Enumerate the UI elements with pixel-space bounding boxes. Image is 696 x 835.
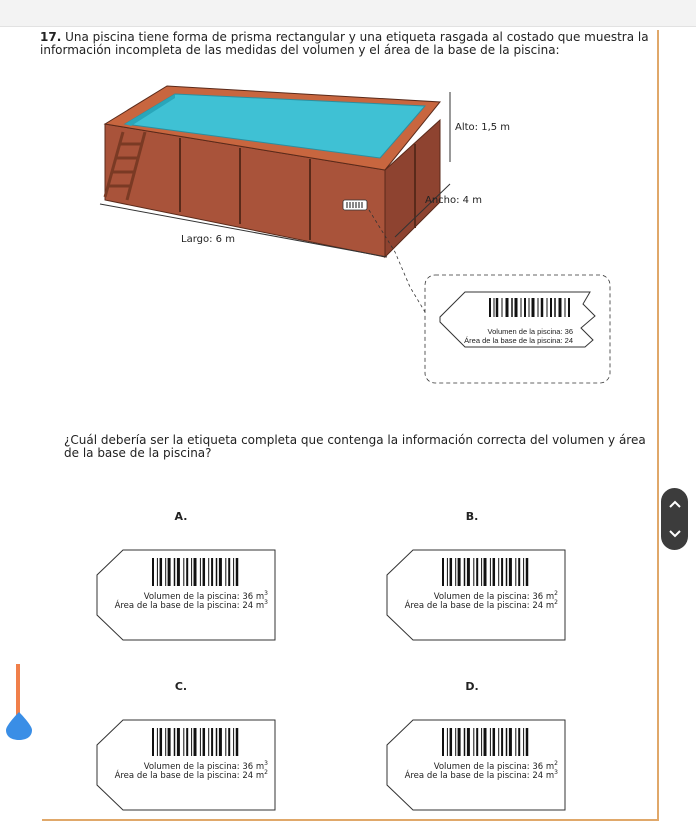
pool-illustration [95,72,625,392]
option-c-area: Área de la base de la piscina: 24 m [114,771,265,781]
option-d-tag[interactable]: Volumen de la piscina: 36 $m^2$ Área de la base de la piscina: 24 $m^3$ [385,718,570,814]
chevron-down-icon [669,530,681,538]
browser-top-bar [0,0,696,27]
option-a-area: Área de la base de la piscina: 24 m [114,601,265,611]
option-b-tag[interactable]: Volumen de la piscina: 36 $m^2$ Área de la base de la piscina: 24 $m^2$ [385,548,570,644]
option-a-tag[interactable]: Volumen de la piscina: 36 $m^3$ Área de la base de la piscina: 24 $m^3$ [95,548,280,644]
torn-volume-text: Volumen de la piscina: 36 [487,327,573,336]
option-d-volume: Volumen de la piscina: 36 m [433,762,555,772]
option-a-letter[interactable]: A. [174,510,188,523]
option-c-tag[interactable]: Volumen de la piscina: 36 $m^3$ Área de la base de la piscina: 24 $m^2$ [95,718,280,814]
option-b-letter[interactable]: B. [465,510,479,523]
height-label: Alto: 1,5 m [455,122,511,133]
question-statement [40,31,650,57]
question-prompt: ¿Cuál debería ser la etiqueta completa que contenga la información correcta del volumen y área de la base de la piscina? [64,433,646,460]
option-c-letter[interactable]: C. [174,680,188,693]
question-nav [661,488,688,550]
chevron-up-icon [669,500,681,508]
option-b-volume: Volumen de la piscina: 36 m [433,592,555,602]
option-c-volume: Volumen de la piscina: 36 m [143,762,265,772]
option-d-area: Área de la base de la piscina: 24 m [404,771,555,781]
question-text: Una piscina tiene forma de prisma rectangular y una etiqueta rasgada al costado que muestra la información incompleta de las medidas del volumen y el área de la base de la piscina: [40,30,649,57]
option-d-letter[interactable]: D. [465,680,479,693]
length-label: Largo: 6 m [181,234,235,245]
frame-bottom-border [42,819,659,821]
option-a-volume: Volumen de la piscina: 36 m [143,592,265,602]
scroll-thumb-drop-icon[interactable] [4,711,34,741]
frame-right-border [657,30,659,820]
nav-up-button[interactable] [661,490,688,518]
question-number: 17. [40,30,62,44]
nav-down-button[interactable] [661,520,688,548]
option-b-area: Área de la base de la piscina: 24 m [404,601,555,611]
torn-area-text: Área de la base de la piscina: 24 [464,336,573,345]
width-label: Ancho: 4 m [425,195,482,206]
